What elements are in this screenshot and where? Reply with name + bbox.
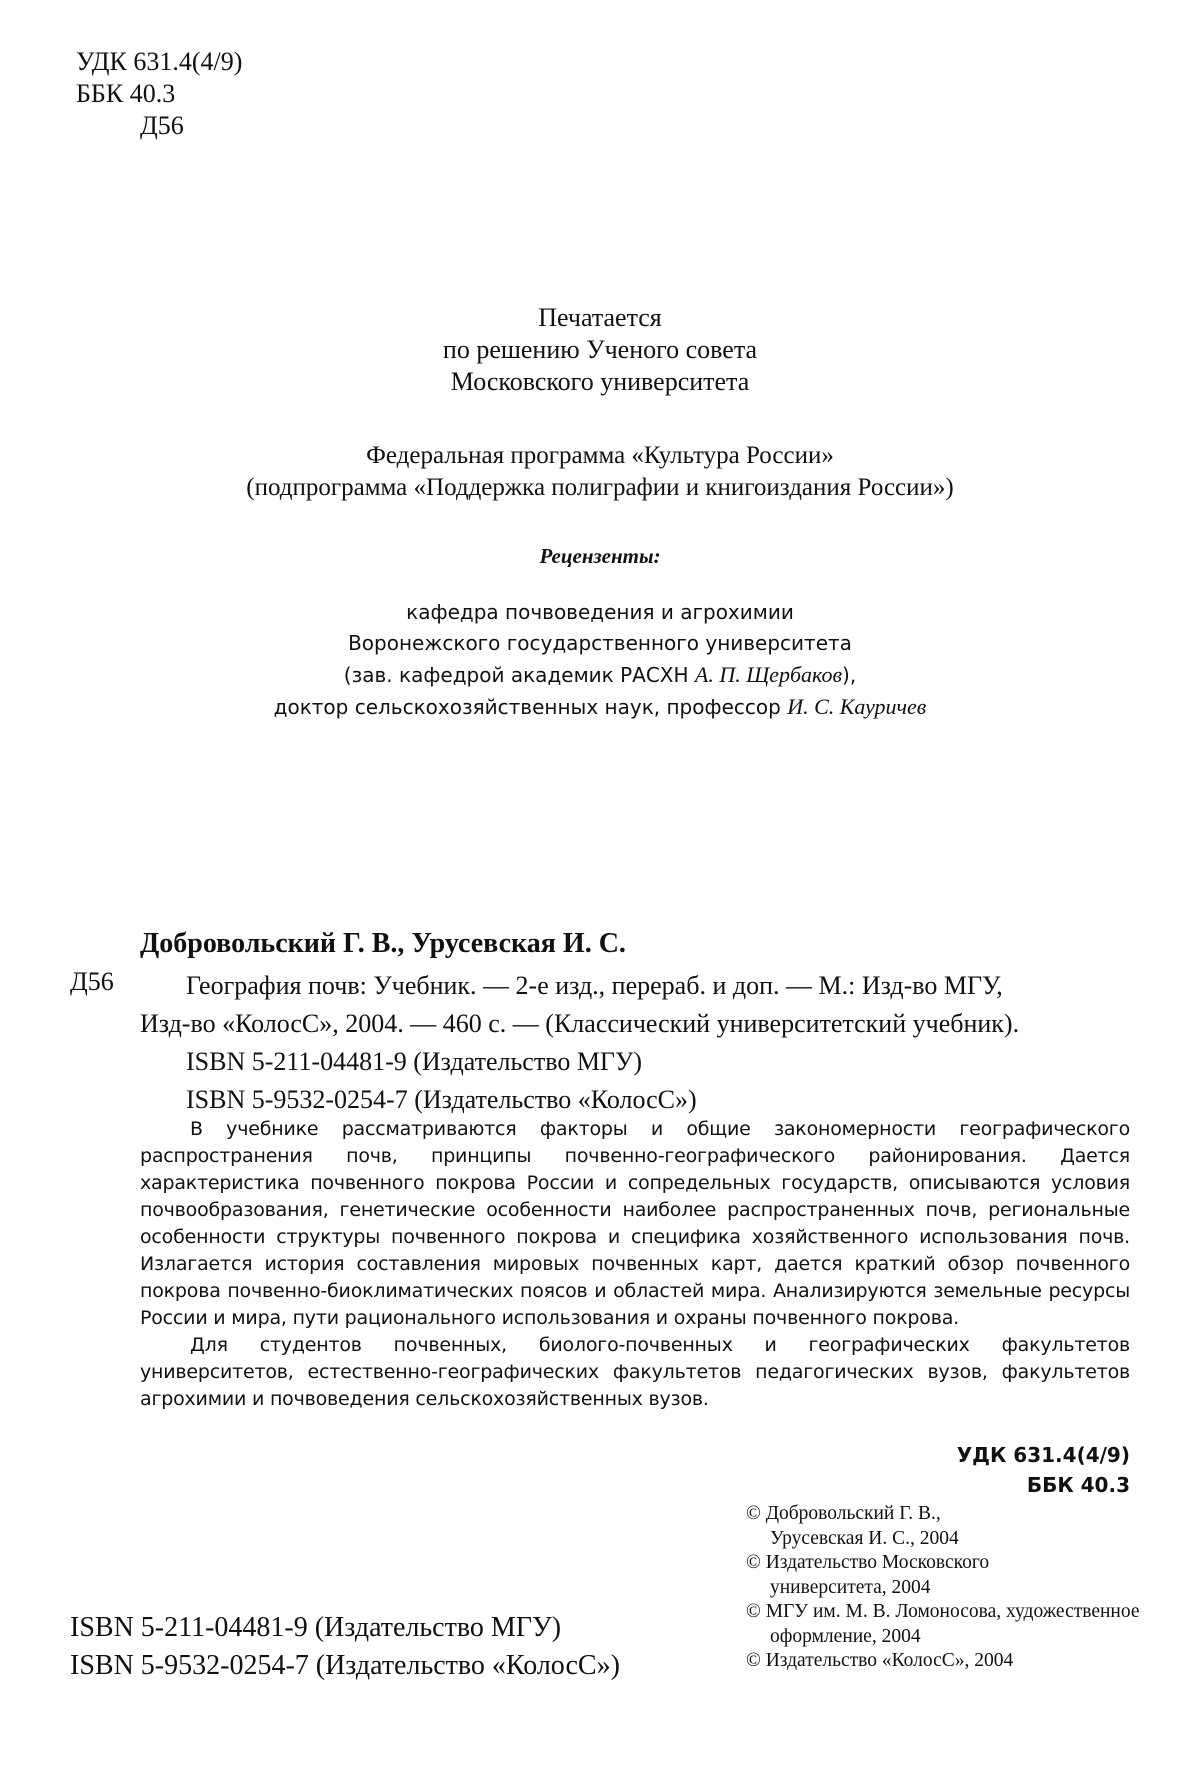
approval-line: Московского университета xyxy=(450,367,750,396)
reviewer-text: ), xyxy=(842,663,857,687)
annotation-paragraph: В учебнике рассматриваются факторы и общие закономерности географического распространения почв, принципы почвенно-географического районирования. Дается характеристика почвенного покрова России и сопредельных государств, описываются условия почвообразования, генетические особенности наиболее распространенных почв, региональные особенности структуры почвенного покрова и специфика хозяйственного использования почв. Излагается история составления мировых почвенных карт, дается краткий обзор почвенного покрова почвенно-биоклиматических поясов и областей мира. Анализируются земельные ресурсы России и мира, пути рационального использования и охраны почвенного покрова. xyxy=(140,1118,1130,1329)
federal-program xyxy=(0,440,1200,504)
udk-code: УДК 631.4(4/9) xyxy=(76,47,243,76)
copyright-entry: © Добровольский Г. В., Урусевская И. С., 2004 xyxy=(746,1503,959,1549)
biblio-isbn: ISBN 5-211-04481-9 (Издательство МГУ) xyxy=(186,1047,643,1076)
author-mark: Д56 xyxy=(140,111,184,140)
copyright-entry: © Издательство «КолосС», 2004 xyxy=(746,1650,1014,1671)
authors: Добровольский Г. В., Урусевская И. С. xyxy=(140,928,626,959)
reviewer-line xyxy=(0,659,1200,691)
program-line: (подпрограмма «Поддержка полиграфии и книгоиздания России») xyxy=(246,474,954,501)
approval-line: Печатается xyxy=(538,303,662,332)
reviewer-text: доктор сельскохозяйственных наук, профессор xyxy=(273,695,788,719)
copyright-entry: © Издательство Московского университета, 2004 xyxy=(746,1552,990,1598)
bibliographic-record xyxy=(140,967,1140,1119)
biblio-line: Изд-во «КолосС», 2004. — 460 с. — (Классический университетский учебник). xyxy=(140,1009,1020,1038)
reviewer-line: Воронежского государственного университета xyxy=(348,631,852,655)
copyright-entry: © МГУ им. М. В. Ломоносова, художественное оформление, 2004 xyxy=(746,1601,1140,1647)
reviewer-name: И. С. Кауричев xyxy=(787,694,927,719)
bbk-code: ББК 40.3 xyxy=(76,79,176,108)
classification-codes xyxy=(76,46,242,142)
biblio-code: Д56 xyxy=(70,967,114,996)
reviewers-block xyxy=(0,597,1200,723)
reviewer-line xyxy=(0,691,1200,723)
bbk-code-right: ББК 40.3 xyxy=(1026,1473,1130,1497)
approval-notice xyxy=(0,302,1200,398)
isbn-line: ISBN 5-9532-0254-7 (Издательство «КолосС») xyxy=(70,1650,620,1681)
biblio-line: География почв: Учебник. — 2-е изд., перераб. и доп. — М.: Изд-во МГУ, xyxy=(186,971,1003,1000)
isbn-line: ISBN 5-211-04481-9 (Издательство МГУ) xyxy=(70,1612,562,1643)
reviewers-heading: Рецензенты: xyxy=(539,544,661,568)
isbn-bottom xyxy=(70,1609,620,1685)
annotation-paragraph: Для студентов почвенных, биолого-почвенных и географических факультетов университетов, естественно-географических факультетов педагогических вузов, факультетов агрохимии и почвоведения сельскохозяйственных вузов. xyxy=(140,1334,1130,1410)
biblio-isbn: ISBN 5-9532-0254-7 (Издательство «КолосС») xyxy=(186,1085,697,1114)
reviewer-text: (зав. кафедрой академик РАСХН xyxy=(343,663,695,687)
approval-line: по решению Ученого совета xyxy=(442,335,758,364)
udk-bbk-right xyxy=(880,1440,1130,1500)
reviewer-name: А. П. Щербаков xyxy=(694,662,843,687)
copyright-block xyxy=(746,1502,1170,1674)
reviewer-line: кафедра почвоведения и агрохимии xyxy=(406,600,794,624)
program-line: Федеральная программа «Культура России» xyxy=(366,442,834,469)
udk-code-right: УДК 631.4(4/9) xyxy=(956,1443,1130,1467)
annotation xyxy=(140,1116,1130,1413)
